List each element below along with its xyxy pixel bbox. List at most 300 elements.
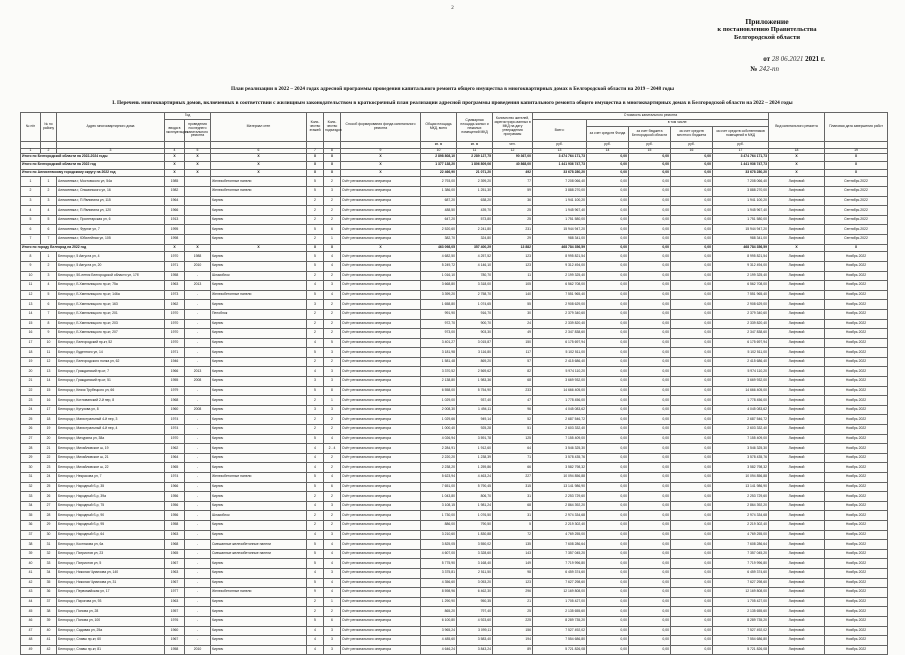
row-address: Белгород г, Народный б-р, 39а [57, 492, 165, 502]
row-address: Белгород г, Михайловское ш, 21 [57, 453, 165, 463]
row-year-built: 1956 [165, 501, 185, 511]
row-fund-method: Счёт регионального оператора [341, 530, 421, 540]
row-floors: 9 [307, 588, 324, 598]
total-cost-total: 1 441 936 747,73 [533, 161, 587, 169]
row-wall-material: Кирпич [211, 225, 307, 235]
row-fund-method: Счёт регионального оператора [341, 261, 421, 271]
row-year-last-repair: - [185, 492, 211, 502]
row-premises-area: 790,50 [457, 520, 493, 530]
row-premises-area: 3 015,87 [457, 338, 493, 348]
row-year-last-repair: - [185, 530, 211, 540]
table-row [21, 511, 888, 521]
row-num-district: 12 [41, 357, 57, 367]
row-year-last-repair: 1988 [185, 252, 211, 262]
row-year-built: 1968 [165, 540, 185, 550]
row-premises-area: 1 251,30 [457, 186, 493, 196]
row-deadline: Сентябрь 2022 [825, 196, 888, 206]
row-cost-region: 0,00 [629, 578, 671, 588]
row-entrances: 2 [324, 492, 341, 502]
row-entrances: 2 [324, 300, 341, 310]
row-residents: 11 [493, 271, 533, 281]
row-floors: 4 [307, 367, 324, 377]
row-num-district: 22 [41, 453, 57, 463]
row-year-last-repair: - [185, 319, 211, 329]
row-deadline: Ноябрь 2022 [825, 616, 888, 626]
row-num-district: 31 [41, 540, 57, 550]
row-cost-owners: 9 312 494,00 [713, 261, 769, 271]
table-row [21, 261, 888, 271]
row-total-area: 687,20 [421, 196, 457, 206]
row-deadline: Ноябрь 2022 [825, 520, 888, 530]
row-num-district: 21 [41, 444, 57, 454]
header-residents: Количество жителей, зарегистриро-ванных в МКД на дату утверждения программы [493, 113, 533, 142]
total-fund-method: X [341, 161, 421, 169]
table-row [21, 300, 888, 310]
row-entrances: 2 [324, 329, 341, 339]
row-repair-type: Лифтовой [769, 309, 825, 319]
row-address: Алексеевка г, Пролетарская ул, 6 [57, 215, 165, 225]
table-row [21, 215, 888, 225]
row-residents: 150 [493, 338, 533, 348]
row-cost-owners: 7 608 286,64 [713, 540, 769, 550]
appendix-line-1: к постановлению Правительства [717, 26, 817, 33]
row-residents: 21 [493, 597, 533, 607]
row-fund-method: Счёт регионального оператора [341, 511, 421, 521]
row-cost-fund: 0,00 [587, 281, 629, 291]
row-cost-total: 14 666 405,00 [533, 386, 587, 396]
row-fund-method: Счёт регионального оператора [341, 616, 421, 626]
row-floors: 4 [307, 645, 324, 655]
table-row [21, 645, 888, 655]
date-month: 06.2021 [780, 55, 804, 63]
row-cost-total: 2 253 729,60 [533, 492, 587, 502]
row-address: Алексеевка г, П.Явлинина ул, 120 [57, 206, 165, 216]
total-label: Итого по Алексеевскому городскому округу на 2022 год [21, 169, 165, 177]
row-entrances: 3 [324, 530, 341, 540]
row-residents: 25 [493, 607, 533, 617]
row-floors: 2 [307, 520, 324, 530]
row-cost-total: 1 941 100,20 [533, 196, 587, 206]
row-cost-fund: 0,00 [587, 444, 629, 454]
row-entrances: 4 [324, 588, 341, 598]
header-floors: Коли-чество этажей [307, 113, 324, 142]
row-floors: 5 [307, 186, 324, 196]
row-num-district: 1 [41, 177, 57, 187]
row-cost-fund: 0,00 [587, 215, 629, 225]
row-fund-method: Счёт регионального оператора [341, 319, 421, 329]
row-num: 4 [21, 206, 41, 216]
table-row [21, 290, 888, 300]
row-num-district: 7 [41, 234, 57, 244]
row-num-district: 5 [41, 290, 57, 300]
row-cost-local: 0,00 [671, 415, 713, 425]
row-address: Белгород г, Патриотов ул, 5 [57, 559, 165, 569]
row-cost-fund: 0,00 [587, 206, 629, 216]
total-cost-local: 0,00 [671, 161, 713, 169]
total-cost-local: 0,00 [671, 154, 713, 162]
row-total-area: 2 008,30 [421, 405, 457, 415]
row-floors: 4 [307, 453, 324, 463]
row-cost-local: 0,00 [671, 511, 713, 521]
row-cost-local: 0,00 [671, 549, 713, 559]
row-entrances: 3 [324, 645, 341, 655]
row-total-area: 4 356,60 [421, 578, 457, 588]
total-year-last-repair: X [185, 154, 211, 162]
row-address: Белгород г, Князя Трубецкого ул, 66 [57, 386, 165, 396]
row-cost-region: 0,00 [629, 309, 671, 319]
index-cell: 12 [493, 149, 533, 154]
row-fund-method: Счёт регионального оператора [341, 348, 421, 358]
row-fund-method: Счёт регионального оператора [341, 206, 421, 216]
row-cost-total: 8 995 821,54 [533, 252, 587, 262]
row-fund-method: Счёт регионального оператора [341, 357, 421, 367]
row-address: Белгород г, Белгородский пр-кт, 52 [57, 338, 165, 348]
row-num: 11 [21, 281, 41, 291]
row-num: 6 [21, 225, 41, 235]
total-year-built: X [165, 154, 185, 162]
total-label: Итого по Белгородской области на 2022-2024 годы [21, 154, 165, 162]
total-total-area: 22 466,90 [421, 169, 457, 177]
row-cost-total: 3 546 325,30 [533, 444, 587, 454]
row-total-area: 2 138,80 [421, 377, 457, 387]
row-residents: 31 [493, 511, 533, 521]
row-wall-material: Кирпич [211, 425, 307, 435]
row-cost-region: 0,00 [629, 626, 671, 636]
row-wall-material: Железобетонные панели [211, 473, 307, 483]
row-residents: 24 [493, 319, 533, 329]
row-cost-total: 4 769 255,00 [533, 530, 587, 540]
row-year-last-repair: - [185, 329, 211, 339]
row-address: Белгород г, Славы пр-кт, 60 [57, 636, 165, 646]
row-floors: 4 [307, 463, 324, 473]
row-fund-method: Счёт регионального оператора [341, 415, 421, 425]
row-cost-region: 0,00 [629, 453, 671, 463]
row-cost-fund: 0,00 [587, 396, 629, 406]
table-row [21, 357, 888, 367]
row-wall-material: Кирпич [211, 386, 307, 396]
row-year-built: 1974 [165, 473, 185, 483]
total-cost-region: 0,00 [629, 169, 671, 177]
row-cost-owners: 7 554 686,80 [713, 636, 769, 646]
header-fund-method: Способ формирования фонда капитального ремонта [341, 113, 421, 142]
row-cost-total: 7 608 286,64 [533, 540, 587, 550]
total-floors: X [307, 161, 324, 169]
row-residents: 315 [493, 482, 533, 492]
row-cost-region: 0,00 [629, 338, 671, 348]
row-num: 8 [21, 252, 41, 262]
row-cost-owners: 3 888 270,00 [713, 186, 769, 196]
total-premises-area: 357 400,29 [457, 244, 493, 252]
table-row [21, 377, 888, 387]
total-total-area: 1 377 138,20 [421, 161, 457, 169]
row-premises-area: 1 830,88 [457, 530, 493, 540]
row-cost-total: 2 135 655,60 [533, 607, 587, 617]
row-deadline: Ноябрь 2022 [825, 540, 888, 550]
row-premises-area: 2 511,50 [457, 568, 493, 578]
row-total-area: 3 399,20 [421, 290, 457, 300]
row-cost-fund: 0,00 [587, 492, 629, 502]
row-wall-material: Кирпич [211, 482, 307, 492]
row-cost-fund: 0,00 [587, 482, 629, 492]
row-cost-owners: 2 603 332,40 [713, 425, 769, 435]
header-address: Адрес многоквартирного дома [57, 113, 165, 142]
row-cost-fund: 0,00 [587, 463, 629, 473]
row-deadline: Сентябрь 2022 [825, 186, 888, 196]
row-num: 39 [21, 549, 41, 559]
row-entrances: 4 [324, 549, 341, 559]
row-total-area: 865,20 [421, 607, 457, 617]
row-premises-area: 3 318,00 [457, 281, 493, 291]
row-floors: 3 [307, 300, 324, 310]
row-floors: 5 [307, 177, 324, 187]
row-cost-total: 988 341,00 [533, 234, 587, 244]
row-cost-fund: 0,00 [587, 309, 629, 319]
row-num-district: 30 [41, 530, 57, 540]
row-year-last-repair: - [185, 300, 211, 310]
header-year-built: ввода в эксплуатацию [165, 120, 185, 142]
index-cell: 3 [57, 149, 165, 154]
row-floors: 2 [307, 396, 324, 406]
total-label: Итого по городу Белгород на 2022 год [21, 244, 165, 252]
row-year-built: 1967 [165, 636, 185, 646]
row-wall-material: Пеноблок [211, 309, 307, 319]
row-premises-area: 869,20 [457, 357, 493, 367]
row-year-last-repair: - [185, 434, 211, 444]
row-num: 46 [21, 616, 41, 626]
row-cost-region: 0,00 [629, 252, 671, 262]
row-cost-fund: 0,00 [587, 338, 629, 348]
row-cost-owners: 3 669 932,00 [713, 377, 769, 387]
total-entrances: X [324, 154, 341, 162]
row-num: 49 [21, 645, 41, 655]
page-number: 2 [451, 6, 454, 11]
total-fund-method: X [341, 169, 421, 177]
total-entrances: X [324, 244, 341, 252]
row-wall-material: Кирпич [211, 444, 307, 454]
total-row [21, 161, 888, 169]
row-cost-fund: 0,00 [587, 511, 629, 521]
row-year-last-repair: 2013 [185, 367, 211, 377]
row-fund-method: Счёт регионального оператора [341, 377, 421, 387]
row-entrances: 4 [324, 261, 341, 271]
row-year-built: 1958 [165, 520, 185, 530]
row-address: Белгород г, Костюкова ул, 6а [57, 540, 165, 550]
row-residents: 77 [493, 177, 533, 187]
row-cost-local: 0,00 [671, 501, 713, 511]
row-num: 5 [21, 215, 41, 225]
row-total-area: 3 108,15 [421, 501, 457, 511]
row-repair-type: Лифтовой [769, 597, 825, 607]
row-cost-local: 0,00 [671, 206, 713, 216]
total-repair-type: X [769, 154, 825, 162]
row-entrances: 3 [324, 377, 341, 387]
row-wall-material: Кирпич [211, 329, 307, 339]
row-num: 37 [21, 530, 41, 540]
row-cost-local: 0,00 [671, 348, 713, 358]
row-address: Белгород г, Б.Хмельницкого пр-кт, 75а [57, 281, 165, 291]
row-cost-region: 0,00 [629, 300, 671, 310]
row-num-district: 11 [41, 348, 57, 358]
row-num-district: 7 [41, 309, 57, 319]
total-wall-material: X [211, 161, 307, 169]
row-repair-type: Лифтовой [769, 177, 825, 187]
row-cost-total: 3 888 270,00 [533, 186, 587, 196]
row-fund-method: Счёт регионального оператора [341, 636, 421, 646]
row-cost-region: 0,00 [629, 597, 671, 607]
total-cost-local: 0,00 [671, 169, 713, 177]
row-cost-region: 0,00 [629, 271, 671, 281]
row-floors: 4 [307, 636, 324, 646]
row-cost-owners: 5 974 110,20 [713, 367, 769, 377]
row-cost-region: 0,00 [629, 386, 671, 396]
row-wall-material: Кирпич [211, 645, 307, 655]
unit-area: кв. м [421, 142, 457, 149]
row-cost-local: 0,00 [671, 645, 713, 655]
row-cost-region: 0,00 [629, 290, 671, 300]
row-cost-region: 0,00 [629, 636, 671, 646]
row-cost-total: 2 339 820,40 [533, 319, 587, 329]
row-floors: 4 [307, 501, 324, 511]
row-residents: 231 [493, 225, 533, 235]
table-row [21, 444, 888, 454]
row-total-area: 6 100,80 [421, 616, 457, 626]
row-residents: 57 [493, 357, 533, 367]
row-fund-method: Счёт регионального оператора [341, 177, 421, 187]
row-year-built: 1995 [165, 225, 185, 235]
row-year-built: 1955 [165, 377, 185, 387]
row-cost-local: 0,00 [671, 578, 713, 588]
row-cost-total: 1 945 967,40 [533, 206, 587, 216]
row-cost-region: 0,00 [629, 645, 671, 655]
row-deadline: Ноябрь 2022 [825, 348, 888, 358]
row-premises-area: 3 099,11 [457, 626, 493, 636]
row-deadline: Ноябрь 2022 [825, 597, 888, 607]
row-premises-area: 2 569,62 [457, 367, 493, 377]
row-repair-type: Лифтовой [769, 482, 825, 492]
row-floors: 5 [307, 434, 324, 444]
row-residents: 59 [493, 186, 533, 196]
row-total-area: 1 290,90 [421, 597, 457, 607]
row-deadline: Ноябрь 2022 [825, 568, 888, 578]
row-residents: 30 [493, 309, 533, 319]
row-deadline: Ноябрь 2022 [825, 434, 888, 444]
row-entrances: 5 [324, 338, 341, 348]
row-cost-total: 5 102 511,00 [533, 348, 587, 358]
index-cell: 5 [185, 149, 211, 154]
row-entrances: 2 [324, 206, 341, 216]
row-num-district: 36 [41, 588, 57, 598]
row-wall-material: Кирпич [211, 319, 307, 329]
header-num-district: № по району [41, 113, 57, 142]
row-cost-owners: 6 175 697,94 [713, 338, 769, 348]
total-deadline: X [825, 154, 888, 162]
row-cost-local: 0,00 [671, 309, 713, 319]
row-cost-total: 7 155 409,00 [533, 434, 587, 444]
row-deadline: Ноябрь 2022 [825, 396, 888, 406]
row-address: Белгород г, Некрасова ул, 7 [57, 473, 165, 483]
table-row [21, 309, 888, 319]
total-cost-owners: 3 474 764 171,73 [713, 154, 769, 162]
row-year-built: 1968 [165, 396, 185, 406]
row-num: 16 [21, 329, 41, 339]
row-wall-material: Кирпич [211, 607, 307, 617]
row-cost-local: 0,00 [671, 261, 713, 271]
index-cell: 2 [41, 149, 57, 154]
row-premises-area: 1 981,24 [457, 501, 493, 511]
row-deadline: Ноябрь 2022 [825, 386, 888, 396]
row-cost-local: 0,00 [671, 530, 713, 540]
city-total-row [21, 244, 888, 252]
row-repair-type: Лифтовой [769, 636, 825, 646]
header-cost-incl: в том числе: [587, 120, 769, 127]
row-cost-total: 1 705 427,00 [533, 597, 587, 607]
total-year-built: X [165, 169, 185, 177]
row-repair-type: Лифтовой [769, 511, 825, 521]
row-year-last-repair: - [185, 425, 211, 435]
row-cost-total: 2 908 629,00 [533, 300, 587, 310]
row-address: Белгород г, Народный б-р, 64 [57, 530, 165, 540]
table-row [21, 319, 888, 329]
total-deadline: X [825, 161, 888, 169]
row-floors: 5 [307, 578, 324, 588]
table-row [21, 186, 888, 196]
row-year-built: 1974 [165, 415, 185, 425]
row-total-area: 488,50 [421, 206, 457, 216]
appendix-line-2: Белгородской области [734, 34, 800, 41]
row-entrances: 3 [324, 367, 341, 377]
row-wall-material: Кирпич [211, 434, 307, 444]
row-cost-fund: 0,00 [587, 415, 629, 425]
row-residents: 25 [493, 215, 533, 225]
row-floors: 2 [307, 329, 324, 339]
row-cost-owners: 12 169 808,00 [713, 588, 769, 598]
row-total-area: 2 520,60 [421, 225, 457, 235]
row-entrances: 2 [324, 215, 341, 225]
row-cost-owners: 988 341,00 [713, 234, 769, 244]
row-cost-region: 0,00 [629, 186, 671, 196]
row-num: 18 [21, 348, 41, 358]
row-premises-area: 950,35 [457, 597, 493, 607]
table-row [21, 177, 888, 187]
row-residents: 52 [493, 415, 533, 425]
row-num: 27 [21, 434, 41, 444]
row-cost-region: 0,00 [629, 607, 671, 617]
row-floors: 5 [307, 540, 324, 550]
row-wall-material: Кирпич [211, 559, 307, 569]
table-row [21, 559, 888, 569]
row-repair-type: Лифтовой [769, 568, 825, 578]
total-wall-material: X [211, 154, 307, 162]
row-cost-fund: 0,00 [587, 367, 629, 377]
row-residents: 5 [493, 520, 533, 530]
row-address: Белгород г, Буденного ул, 14 [57, 348, 165, 358]
row-address: Белгород г, Белгородского полка ул, 62 [57, 357, 165, 367]
row-floors: 2 [307, 607, 324, 617]
row-num: 17 [21, 338, 41, 348]
row-total-area: 4 682,50 [421, 252, 457, 262]
table-row [21, 463, 888, 473]
row-deadline: Ноябрь 2022 [825, 367, 888, 377]
row-total-area: 3 370,52 [421, 367, 457, 377]
row-cost-fund: 0,00 [587, 234, 629, 244]
row-num: 36 [21, 520, 41, 530]
row-fund-method: Счёт регионального оператора [341, 434, 421, 444]
row-cost-total: 4 045 083,62 [533, 405, 587, 415]
row-year-last-repair: - [185, 473, 211, 483]
row-repair-type: Лифтовой [769, 578, 825, 588]
row-num: 21 [21, 377, 41, 387]
row-repair-type: Лифтовой [769, 300, 825, 310]
